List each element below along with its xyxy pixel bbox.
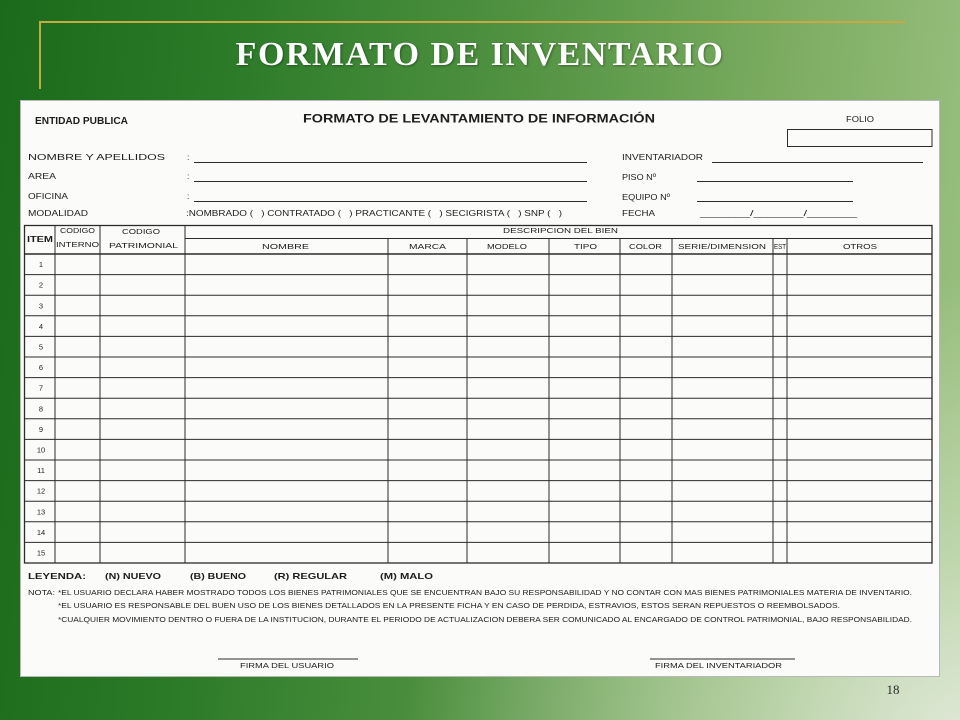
column-header-model: MODELO: [487, 242, 528, 251]
table-row-number: 2: [38, 280, 44, 290]
modality-options: :NOMBRADO ( ) CONTRATADO ( ) PRACTICANTE ( ) SECIGRISTA ( ) SNP ( ): [186, 208, 563, 218]
note-line: *EL USUARIO ES RESPONSABLE DEL BUEN USO DE LOS BIENES DETALLADOS EN LA PRESENTE FICHA Y EN CASO DE PERDIDA, ESTRAVIOS, ESTOS SERAN REPUESTOS O REEMBOLSADOS.: [58, 603, 841, 610]
folio-label: FOLIO: [846, 115, 874, 124]
date-label: FECHA: [622, 208, 656, 218]
legend-item-new: (N) NUEVO: [105, 571, 162, 581]
internal-code-header-line2: INTERNO: [56, 240, 100, 249]
legend-label: LEYENDA:: [28, 571, 87, 581]
column-header-name: NOMBRE: [262, 242, 309, 251]
page-number: 18: [886, 682, 900, 697]
area-separator: :: [187, 171, 190, 181]
floor-label: PISO Nº: [622, 172, 656, 182]
name-label: NOMBRE Y APELLIDOS: [28, 152, 166, 162]
asset-code-header-line2: PATRIMONIAL: [109, 241, 178, 250]
accent-line-top: [40, 21, 906, 23]
description-header: DESCRIPCION DEL BIEN: [503, 226, 618, 235]
column-header-status: EST: [774, 242, 787, 251]
note-line: *EL USUARIO DECLARA HABER MOSTRADO TODOS LOS BIENES PATRIMONIALES QUE SE ENCUENTRAN BAJO SU RESPONSABILIDAD Y NO CONTAR CON MAS BIENES PATRIMONIALES MATERIA DE INVENTARIO.: [58, 590, 913, 597]
notes-label: NOTA:: [28, 588, 55, 597]
area-label: AREA: [28, 171, 57, 181]
office-label: OFICINA: [28, 191, 69, 201]
entity-label: ENTIDAD PUBLICA: [35, 116, 128, 127]
column-header-color: COLOR: [629, 242, 663, 251]
name-separator: :: [187, 152, 190, 162]
slide-title: FORMATO DE INVENTARIO: [235, 36, 725, 73]
equipment-label: EQUIPO Nº: [622, 192, 670, 202]
modality-label: MODALIDAD: [28, 208, 88, 218]
table-row-number: 13: [36, 507, 46, 517]
table-row-number: 7: [38, 383, 44, 393]
table-row-number: 8: [38, 404, 44, 414]
table-row-number: 14: [36, 527, 46, 537]
table-row-number: 5: [38, 342, 44, 352]
legend-item-good: (B) BUENO: [190, 571, 247, 581]
column-header-serial: SERIE/DIMENSION: [678, 242, 766, 251]
table-row-number: 4: [38, 321, 44, 331]
signature-label-user: FIRMA DEL USUARIO: [240, 661, 335, 670]
table-row-number: 11: [37, 466, 45, 476]
item-header: ITEM: [27, 235, 54, 244]
table-row-number: 6: [38, 363, 44, 373]
office-separator: :: [187, 191, 190, 201]
form-heading: FORMATO DE LEVANTAMIENTO DE INFORMACIÓN: [303, 111, 597, 126]
table-row-number: 12: [36, 486, 46, 496]
table-row-number: 1: [38, 260, 44, 270]
asset-code-header-line1: CODIGO: [122, 227, 161, 236]
note-line: *CUALQUIER MOVIMIENTO DENTRO O FUERA DE LA INSTITUCION, DURANTE EL PERIODO DE ACTUALIZACION DEBERA SER COMUNICADO AL ENCARGADO DE CONTROL PATRIMONIAL, BAJO RESPONSABILIDAD.: [58, 617, 913, 624]
column-header-others: OTROS: [843, 242, 877, 251]
table-row-number: 15: [36, 548, 46, 558]
inventory-form: [20, 100, 940, 677]
table-row-number: 9: [38, 424, 44, 434]
legend-item-bad: (M) MALO: [380, 571, 434, 581]
inventory-taker-label: INVENTARIADOR: [622, 152, 703, 162]
signature-label-inventory-taker: FIRMA DEL INVENTARIADOR: [655, 661, 783, 670]
internal-code-header-line1: CODIGO: [60, 226, 96, 235]
column-header-type: TIPO: [574, 242, 598, 251]
table-row-number: 3: [38, 301, 44, 311]
legend-item-regular: (R) REGULAR: [274, 571, 347, 581]
date-blank: _______/_______/_______: [698, 208, 858, 218]
table-row-number: 10: [36, 445, 46, 455]
column-header-brand: MARCA: [409, 242, 446, 251]
